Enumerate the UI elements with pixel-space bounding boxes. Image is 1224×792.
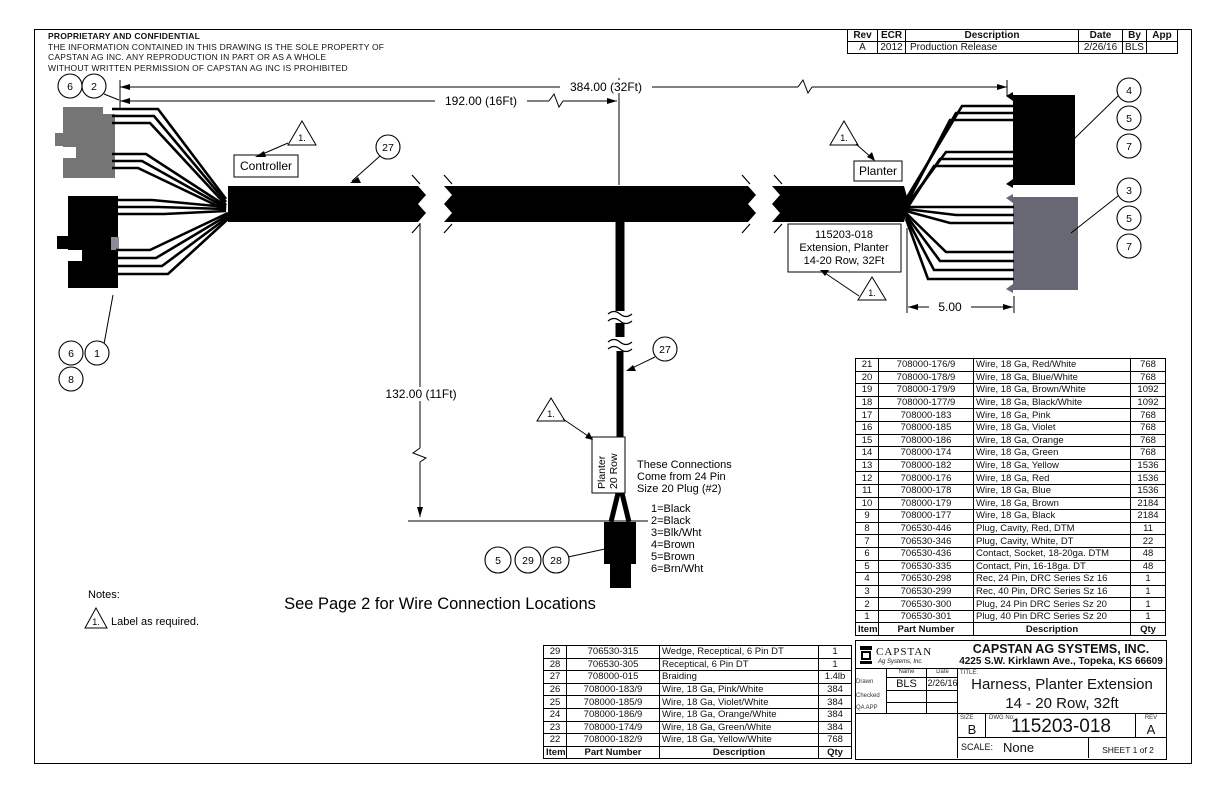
checked-date [926,691,958,703]
table-row [544,721,852,734]
svg-text:4=Brown: 4=Brown [651,539,695,551]
cell: 6 [856,547,879,560]
empty-cell [856,714,958,758]
dim-drop: 132.00 (11Ft) [385,387,457,401]
drawn-name: BLS [886,678,926,691]
cell: Wire, 18 Ga, Black/White [974,396,1131,409]
cell: 706530-305 [567,658,660,671]
cell: 1 [819,658,852,671]
cell: Wire, 18 Ga, Red [974,472,1131,485]
flag-note-number: 1. [298,133,306,143]
note-1: Label as required. [111,616,200,628]
cell: 1 [1131,610,1166,623]
svg-text:29: 29 [522,555,534,567]
svg-text:6: 6 [67,81,73,93]
planter-20row-line2: 20 Row [608,453,620,489]
cell: 1 [819,646,852,659]
planter-label-box [854,161,902,181]
cell: Wedge, Receptical, 6 Pin DT [660,646,819,659]
cell: Receptical, 6 Pin DT [660,658,819,671]
cell: 20 [856,371,879,384]
extension-callout-box [788,224,901,272]
logo-sub: Ag Systems, Inc. [878,659,924,665]
table-row [856,384,1166,397]
svg-text:27: 27 [659,344,671,356]
column-header: Part Number [567,746,660,759]
svg-text:These Connections: These Connections [637,459,732,471]
column-header: Rev [848,30,878,42]
drawing-title: Harness, Planter Extension [971,676,1153,693]
cell: Plug, Cavity, Red, DTM [974,522,1131,535]
proprietary-line: THE INFORMATION CONTAINED IN THIS DRAWING IS THE SOLE PROPERTY OF [48,41,385,52]
drawn-date: 2/26/16 [926,678,958,691]
table-row [856,497,1166,510]
dwg-label: DWG No: [989,715,1015,721]
cell: 1 [856,610,879,623]
svg-text:5: 5 [495,555,501,567]
cell: Wire, 18 Ga, Violet [974,421,1131,434]
table-row [856,472,1166,485]
cell: 7 [856,535,879,548]
extension-desc: Extension, Planter [799,242,889,254]
cell: 708000-174/9 [567,721,660,734]
cell: 11 [1131,522,1166,535]
cell: 5 [856,560,879,573]
cell: 2/26/16 [1079,42,1123,54]
table-row [544,708,852,721]
svg-text:1: 1 [94,348,100,360]
cell: 2184 [1131,497,1166,510]
signature-grid [856,669,958,714]
table-row [856,371,1166,384]
extension-part-number: 115203-018 [815,229,873,241]
column-header: ECR [878,30,906,42]
dwg-row [958,714,1166,738]
table-row [856,434,1166,447]
svg-text:Come from 24 Pin: Come from 24 Pin [637,471,726,483]
column-header: Description [660,746,819,759]
scale-row [958,738,1166,758]
receptacle-6pin [604,522,636,588]
table-row [856,447,1166,460]
dwg-number: 115203-018 [1010,716,1112,737]
cell: 708000-185/9 [567,696,660,709]
table-row [856,610,1166,623]
parts-table-right [855,358,1166,636]
cell: Wire, 18 Ga, Orange/White [660,708,819,721]
title-block [855,640,1167,760]
header-row [544,746,852,759]
controller-connector-black [57,196,119,288]
svg-text:Size 20 Plug (#2): Size 20 Plug (#2) [637,483,722,495]
table-row [856,359,1166,372]
cell: 384 [819,708,852,721]
capstan-logo-icon [859,645,875,665]
column-header: Description [974,623,1131,636]
cell: 14 [856,447,879,460]
table-row [856,522,1166,535]
notes-heading: Notes: [88,589,120,601]
size-value: B [967,722,977,737]
size-label: SIZE [960,715,974,721]
cell: Wire, 18 Ga, Yellow [974,459,1131,472]
cell: Wire, 18 Ga, Orange [974,434,1131,447]
table-row [856,396,1166,409]
cell: 1092 [1131,396,1166,409]
cell: 23 [544,721,567,734]
cell: Rec, 40 Pin, DRC Series Sz 16 [974,585,1131,598]
cell: 706530-299 [879,585,974,598]
cell: Wire, 18 Ga, Brown/White [974,384,1131,397]
cell: 24 [544,708,567,721]
cell: 2 [856,598,879,611]
cell: Wire, 18 Ga, Blue [974,484,1131,497]
table-row [856,409,1166,422]
table-row [856,421,1166,434]
svg-text:6: 6 [68,348,74,360]
cell: 708000-183 [879,409,974,422]
svg-text:3: 3 [1126,185,1132,197]
cell: 12 [856,472,879,485]
cell: 2012 [878,42,906,54]
cell: Wire, 18 Ga, Violet/White [660,696,819,709]
cell: 708000-179 [879,497,974,510]
date-header: Date [926,669,958,678]
company-info [956,642,1166,668]
cell: Wire, 18 Ga, Red/White [974,359,1131,372]
notes-flag-number: 1. [92,617,100,627]
column-header: By [1123,30,1147,42]
table-row [856,484,1166,497]
cell: 706530-346 [879,535,974,548]
cell: 21 [856,359,879,372]
table-row [856,598,1166,611]
cell: 1 [1131,598,1166,611]
table-row [856,535,1166,548]
cell: 706530-300 [879,598,974,611]
cell: 1 [1131,573,1166,586]
cell: 22 [1131,535,1166,548]
table-row [856,573,1166,586]
svg-text:8: 8 [68,374,74,386]
cell: 28 [544,658,567,671]
cell: 26 [544,683,567,696]
svg-text:1=Black: 1=Black [651,503,691,515]
table-row [544,734,852,747]
proprietary-line: CAPSTAN AG INC. ANY REPRODUCTION IN PART OR AS A WHOLE [48,52,327,62]
table-row [856,510,1166,523]
column-header: Part Number [879,623,974,636]
cell: 708000-178 [879,484,974,497]
proprietary-line: WITHOUT WRITTEN PERMISSION OF CAPSTAN AG INC IS PROHIBITED [48,62,348,73]
cell: 19 [856,384,879,397]
cell: 708000-174 [879,447,974,460]
planter-20row-label-box [592,437,625,493]
svg-text:6=Brn/Wht: 6=Brn/Wht [651,563,704,575]
table-row [544,646,852,659]
cell: Contact, Socket, 18-20ga. DTM [974,547,1131,560]
sheet-number: SHEET 1 of 2 [1102,745,1154,755]
dim-half: 192.00 (16Ft) [444,94,518,108]
name-header: Name [886,669,926,678]
title-cell [958,669,1166,714]
dwg-cell [986,714,1136,738]
cell: 16 [856,421,879,434]
cell: 768 [1131,434,1166,447]
cell: 706530-315 [567,646,660,659]
cell: 22 [544,734,567,747]
svg-text:5: 5 [1126,213,1132,225]
planter-connector-black [1006,92,1075,188]
table-row [856,585,1166,598]
cell: 25 [544,696,567,709]
cell: 384 [819,721,852,734]
connection-callout [637,459,732,575]
cell: 10 [856,497,879,510]
sheet-cell [1088,738,1166,758]
dim-overall: 384.00 (32Ft) [569,80,643,94]
svg-text:7: 7 [1126,241,1132,253]
cell: 768 [1131,371,1166,384]
column-header: Item [544,746,567,759]
logo-name: CAPSTAN [876,646,933,658]
column-header: App [1147,30,1178,42]
cell: 9 [856,510,879,523]
cell: 1536 [1131,459,1166,472]
cell: Plug, Cavity, White, DT [974,535,1131,548]
cell: Wire, 18 Ga, Brown [974,497,1131,510]
cell: Braiding [660,671,819,684]
see-page2-note: See Page 2 for Wire Connection Locations [284,595,596,613]
cell: 708000-015 [567,671,660,684]
svg-text:2: 2 [91,81,97,93]
cell: 1 [1131,585,1166,598]
planter-connector-gray [1006,194,1078,293]
table-row [856,560,1166,573]
company-address: 4225 S.W. Kirklawn Ave., Topeka, KS 66609 [959,656,1163,667]
title-label: TITLE: [960,670,979,676]
cell: 768 [1131,359,1166,372]
flag-note-number: 1. [547,409,555,419]
cell: 708000-182 [879,459,974,472]
cell: 384 [819,696,852,709]
table-row [544,683,852,696]
cell: Wire, 18 Ga, Black [974,510,1131,523]
cell: 3 [856,585,879,598]
rev-cell [1136,714,1166,738]
cell: 1.4lb [819,671,852,684]
drawn-label: Drawn [856,679,874,685]
cell: 708000-186 [879,434,974,447]
cell: 708000-179/9 [879,384,974,397]
cell: 768 [1131,421,1166,434]
cell: 1536 [1131,472,1166,485]
cell: BLS [1123,42,1147,54]
cell: 27 [544,671,567,684]
svg-text:27: 27 [382,142,394,154]
table-row [544,658,852,671]
wire-bundle-right [906,106,1014,279]
capstan-logo [859,642,957,668]
cell: 708000-185 [879,421,974,434]
proprietary-title: PROPRIETARY AND CONFIDENTIAL [48,31,200,41]
cell: 708000-176 [879,472,974,485]
cell: 706530-446 [879,522,974,535]
controller-label-box [234,155,298,177]
cell: 384 [819,683,852,696]
cell: Wire, 18 Ga, Blue/White [974,371,1131,384]
controller-label: Controller [239,159,293,173]
dim-connector-spacing: 5.00 [938,300,962,314]
notes-block [85,589,199,628]
checked-label: Checked [856,693,880,699]
parts-table-bottom [543,645,852,759]
cell: 706530-298 [879,573,974,586]
cell: Rec, 24 Pin, DRC Series Sz 16 [974,573,1131,586]
svg-text:7: 7 [1126,141,1132,153]
svg-text:28: 28 [550,555,562,567]
harness-braiding [228,186,909,222]
qa-label: QA APP [856,705,878,711]
cell: Plug, 24 Pin DRC Series Sz 20 [974,598,1131,611]
checked-name [886,691,926,703]
cell: 708000-177 [879,510,974,523]
cell: Wire, 18 Ga, Pink [974,409,1131,422]
drawing-subtitle: 14 - 20 Row, 32ft [1005,695,1119,712]
svg-text:5=Brown: 5=Brown [651,551,695,563]
cell: Wire, 18 Ga, Green [974,447,1131,460]
cell: 4 [856,573,879,586]
cell: 48 [1131,547,1166,560]
cell: 708000-182/9 [567,734,660,747]
cell: 8 [856,522,879,535]
table-row [856,547,1166,560]
cell: 11 [856,484,879,497]
cell: 17 [856,409,879,422]
cell: Wire, 18 Ga, Green/White [660,721,819,734]
column-header: Description [906,30,1079,42]
qa-name [886,703,926,714]
cell: 1536 [1131,484,1166,497]
cell: 706530-436 [879,547,974,560]
flag-note-number: 1. [840,133,848,143]
cell: Contact, Pin, 16-18ga. DT [974,560,1131,573]
cell: 708000-186/9 [567,708,660,721]
flag-note-number: 1. [868,288,876,298]
cell: 708000-176/9 [879,359,974,372]
cell: Wire, 18 Ga, Pink/White [660,683,819,696]
table-row [856,459,1166,472]
cell: A [848,42,878,54]
svg-text:3=Blk/Wht: 3=Blk/Wht [651,527,702,539]
extension-size: 14-20 Row, 32Ft [803,255,885,267]
qa-date [926,703,958,714]
cell: 13 [856,459,879,472]
cell: 708000-177/9 [879,396,974,409]
controller-connector-gray [55,107,115,178]
svg-text:5: 5 [1126,113,1132,125]
table-row [544,671,852,684]
cell: 708000-183/9 [567,683,660,696]
svg-text:4: 4 [1126,85,1132,97]
wire-bundle-left [112,109,228,274]
cell: 18 [856,396,879,409]
cell: 768 [1131,409,1166,422]
column-header: Qty [819,746,852,759]
company-row [856,641,1166,669]
scale-label: SCALE: [961,742,994,752]
column-header: Qty [1131,623,1166,636]
scale-value: None [1003,740,1035,755]
cell: Plug, 40 Pin DRC Series Sz 20 [974,610,1131,623]
cell: 2184 [1131,510,1166,523]
cell: 706530-301 [879,610,974,623]
table-row [544,696,852,709]
cell: 1092 [1131,384,1166,397]
column-header: Item [856,623,879,636]
size-cell [958,714,986,738]
planter-label: Planter [858,164,898,178]
planter-20row-line1: Planter [596,455,608,489]
cell: 708000-178/9 [879,371,974,384]
cell: 48 [1131,560,1166,573]
svg-text:2=Black: 2=Black [651,515,691,527]
cell: Production Release [906,42,1079,54]
header-row [856,623,1166,636]
rev-label: REV [1144,715,1158,721]
cell: 768 [1131,447,1166,460]
cell: 768 [819,734,852,747]
cell: 29 [544,646,567,659]
rev-value: A [1146,722,1156,737]
cell: 15 [856,434,879,447]
cell: 706530-335 [879,560,974,573]
cell: Wire, 18 Ga, Yellow/White [660,734,819,747]
column-header: Date [1079,30,1123,42]
company-name: CAPSTAN AG SYSTEMS, INC. [972,642,1150,656]
